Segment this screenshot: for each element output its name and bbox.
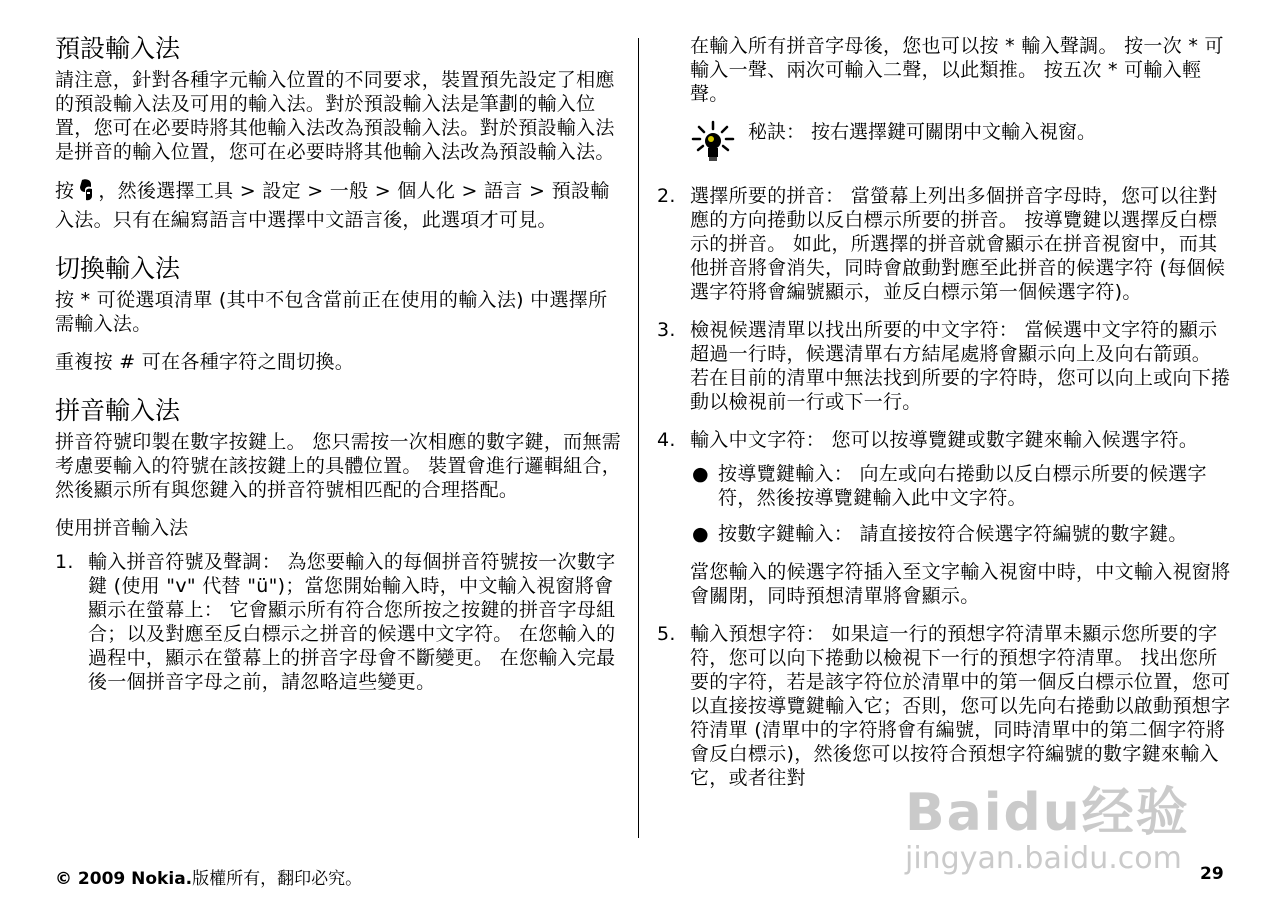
section-title-switch-input: 切換輸入法 (55, 254, 181, 283)
list-item: 3. 檢視候選清單以找出所要的中文字符： 當候選中文字符的顯示超過一行時，候選清單右方結尾處將會顯示向上及向右箭頭。 若在目前的清單中無法找到所要的字符時，您可以向上或向下捲動以檢視前一行或下一行。 (657, 319, 1231, 413)
tip-text: 按右選擇鍵可關閉中文輸入視窗。 (805, 121, 1097, 143)
list-item: 1. 輸入拼音符號及聲調： 為您要輸入的每個拼音符號按一次數字鍵 (使用 "v" 代替 "ü")；當您開始輸入時，中文輸入視窗將會顯示在螢幕上： 它會顯示所有符合您所按之按鍵的拼音字母組合；以及對應至反白標示之拼音的候選中文字符。 在您輸入的過程中，顯示在螢幕上的拼音字母會不斷變更。 在您輸入完最後一個拼音字母之前，請忽略這些變更。 (55, 551, 616, 693)
pinyin-section (55, 396, 625, 694)
switch-input-paragraph: 按 * 可從選項清單 (其中不包含當前正在使用的輸入法) 中選擇所需輸入法。 (55, 289, 608, 335)
bullet-item: ● 按數字鍵輸入： 請直接按符合候選字符編號的數字鍵。 (692, 523, 1188, 545)
repeat-hash-paragraph: 重複按 # 可在各種字符之間切換。 (55, 351, 355, 373)
tip-label: 秘訣： (748, 121, 806, 143)
pinyin-steps-list-continued (657, 184, 1232, 790)
right-column (657, 35, 1232, 804)
section-title-pinyin: 拼音輸入法 (55, 396, 181, 425)
default-input-paragraph: 請注意，針對各種字元輸入位置的不同要求，裝置預先設定了相應的預設輸入法及可用的輸入法。對於預設輸入法是筆劃的輸入位置，您可在必要時將其他輸入法改為預設輸入法。對於預設輸入法是拼音的輸入位置，您可在必要時將其他輸入法改為預設輸入法。 (55, 69, 615, 163)
after-bullets-paragraph: 當您輸入的候選字符插入至文字輸入視窗中時，中文輸入視窗將會關閉，同時預想清單將會顯示。 (690, 561, 1231, 607)
list-item: 4. 輸入中文字符： 您可以按導覽鍵或數字鍵來輸入候選字符。 ● 按導覽鍵輸入： 向左或向右捲動以反白標示所要的候選字符，然後按導覽鍵輸入此中文字符。 ● 按數字鍵輸入： 請直接按符合候選字符編號的數字鍵。 當您輸入的候選字符插入至文字輸入視窗中時，中文輸入視窗將會關閉，同時預想清單將會顯示。 (657, 429, 1231, 607)
default-input-instruction: 按 ，然後選擇工具 > 設定 > 一般 > 個人化 > 語言 > 預設輸入法。只有在編寫語言中選擇中文語言後，此選項才可見。 (55, 180, 610, 231)
watermark-logo-text: Baidu经验 (905, 783, 1190, 843)
bullet-item: ● 按導覽鍵輸入： 向左或向右捲動以反白標示所要的候選字符，然後按導覽鍵輸入此中文字符。 (692, 463, 1207, 509)
list-item: 2. 選擇所要的拼音： 當螢幕上列出多個拼音字母時，您可以往對應的方向捲動以反白標示所要的拼音。 按導覽鍵以選擇反白標示的拼音。 如此，所選擇的拼音就會顯示在拼音視窗中，而其他拼音將會消失，同時會啟動對應至此拼音的候選字符 (每個候選字符將會編號顯示，並反白標示第一個候選字符)。 (657, 185, 1226, 303)
watermark (905, 770, 1190, 876)
pinyin-paragraph: 拼音符號印製在數字按鍵上。 您只需按一次相應的數字鍵，而無需考慮要輸入的符號在該按鍵上的具體位置。 裝置會進行邏輯組合，然後顯示所有與您鍵入的拼音符號相匹配的合理搭配。 (55, 431, 622, 501)
watermark-url: jingyan.baidu.com (905, 841, 1182, 876)
tone-paragraph: 在輸入所有拼音字母後，您也可以按 * 輸入聲調。 按一次 * 可輸入一聲、兩次可輸入二聲，以此類推。 按五次 * 可輸入輕聲。 (690, 35, 1224, 105)
list-item: 5. 輸入預想字符： 如果這一行的預想字符清單未顯示您所要的字符，您可以向下捲動以檢視下一行的預想字符清單。 找出您所要的字符，若是該字符位於清單中的第一個反白標示位置，您可以直接按導覽鍵輸入它；否則，您可以先向右捲動以啟動預想字符清單 (清單中的字符將會有編號，同時清單中的第二個字符將會反白標示)，然後您可以按符合預想字符編號的數字鍵來輸入它，或者往對 (657, 623, 1231, 789)
copyright-footer: © 2009 Nokia.版權所有，翻印必究。 (55, 869, 363, 889)
column-divider (638, 38, 639, 838)
tip-box (690, 120, 1232, 170)
input-method-bullets (690, 462, 1232, 546)
menu-key-icon (76, 178, 96, 208)
switch-input-section (55, 254, 625, 374)
pinyin-subheading: 使用拼音輸入法 (55, 517, 189, 539)
left-column (55, 34, 625, 708)
pinyin-steps-list (55, 550, 625, 694)
section-title-default-input: 預設輸入法 (55, 34, 181, 63)
page-number: 29 (1200, 864, 1224, 884)
